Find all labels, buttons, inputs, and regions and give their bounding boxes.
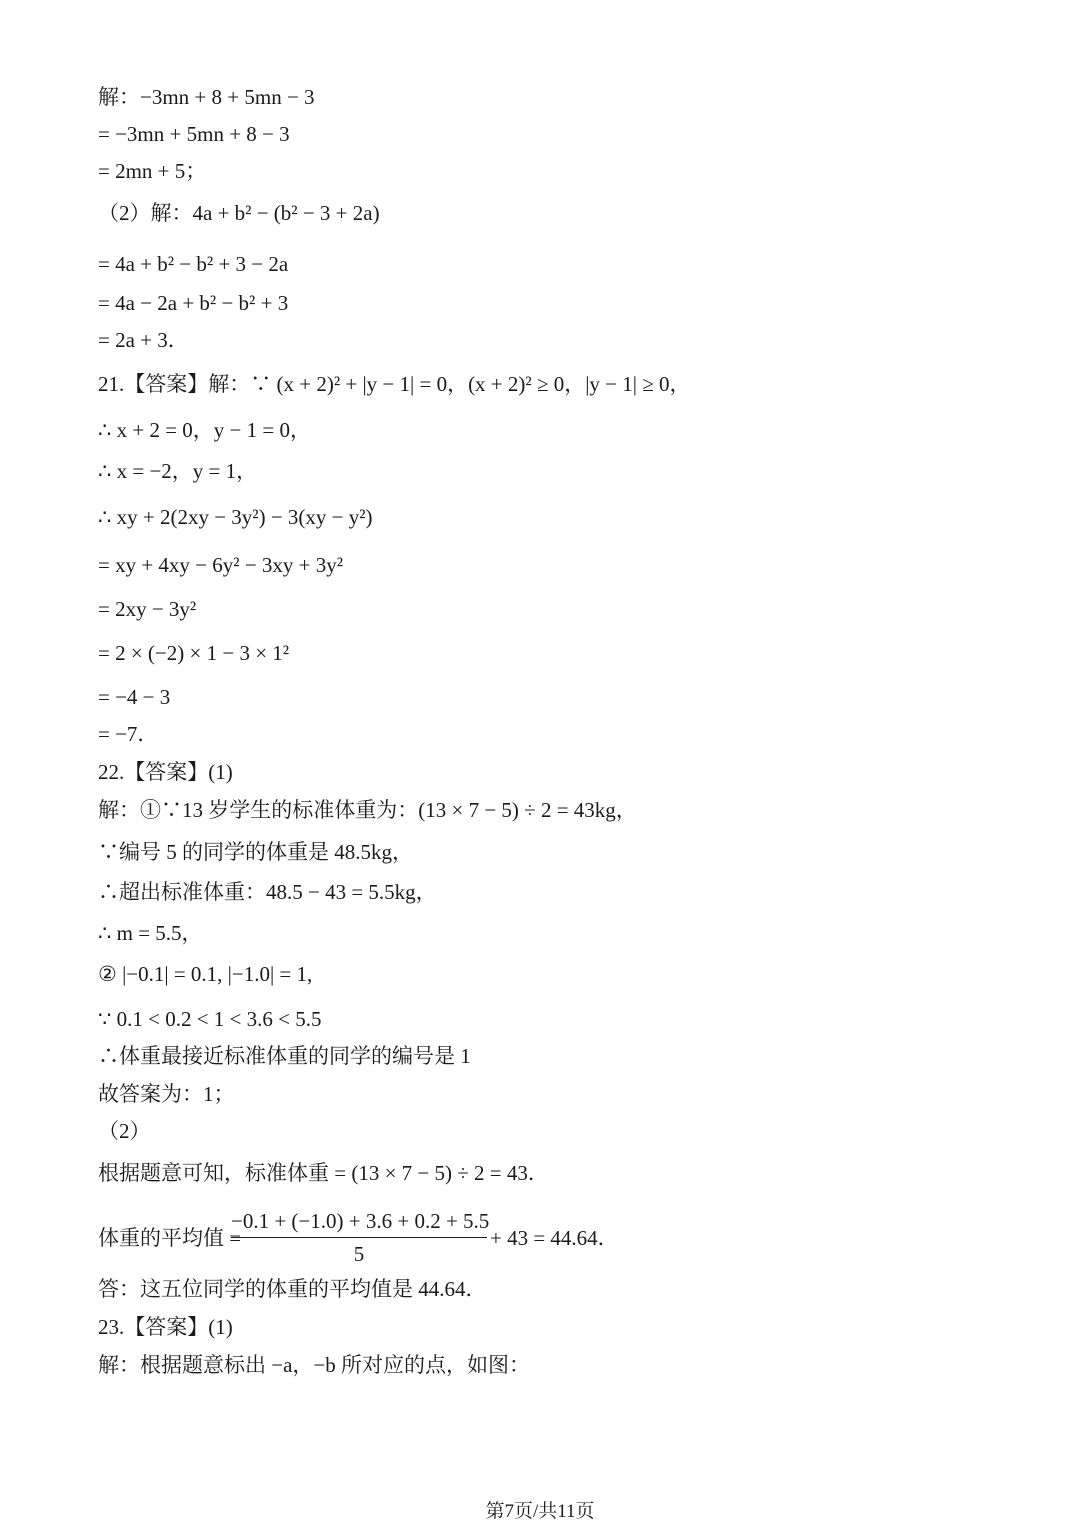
solution-line: = 4a + b² − b² + 3 − 2a — [98, 252, 289, 276]
solution-line: = −7． — [98, 722, 159, 746]
solution-line: （2）解：4a + b² − (b² − 3 + 2a) — [98, 201, 380, 225]
page-footer: 第7页/共11页 — [485, 1501, 595, 1522]
solution-line: 23.【答案】(1) — [98, 1315, 233, 1339]
solution-line: ∴ xy + 2(2xy − 3y²) − 3(xy − y²) — [98, 505, 373, 529]
solution-line: 答：这五位同学的体重的平均值是 44.64． — [98, 1277, 487, 1301]
average-result: + 43 = 44.64． — [490, 1226, 619, 1250]
solution-line: 22.【答案】(1) — [98, 760, 233, 784]
solution-line: ∵ 0.1 < 0.2 < 1 < 3.6 < 5.5 — [98, 1007, 322, 1031]
solution-line: ∴ m = 5.5， — [98, 921, 203, 945]
solution-line: 故答案为：1； — [98, 1082, 235, 1106]
fraction-bar — [231, 1237, 487, 1238]
solution-line: ∴超出标准体重：48.5 − 43 = 5.5kg， — [98, 880, 437, 904]
solution-line: 解：根据题意标出 −a，−b 所对应的点，如图： — [98, 1353, 531, 1377]
solution-line: = 2 × (−2) × 1 − 3 × 1² — [98, 641, 290, 665]
fraction — [231, 1208, 490, 1267]
solution-line: 21.【答案】解：∵ (x + 2)² + |y − 1| = 0，(x + 2)² ≥ 0，|y − 1| ≥ 0， — [98, 372, 691, 396]
solution-line: ∵编号 5 的同学的体重是 48.5kg， — [98, 840, 413, 864]
solution-line: ∴体重最接近标准体重的同学的编号是 1 — [98, 1044, 471, 1068]
solution-line: ∴ x = −2，y = 1， — [98, 459, 258, 483]
solution-line: = 4a − 2a + b² − b² + 3 — [98, 291, 289, 315]
solution-line: = 2mn + 5； — [98, 159, 207, 183]
solution-line: ∴ x + 2 = 0，y − 1 = 0， — [98, 418, 311, 442]
solution-line: 解：①∵13 岁学生的标准体重为：(13 × 7 − 5) ÷ 2 = 43kg， — [98, 798, 637, 822]
solution-line: = −3mn + 5mn + 8 − 3 — [98, 122, 290, 146]
solution-line: = xy + 4xy − 6y² − 3xy + 3y² — [98, 553, 344, 577]
solution-line: = 2a + 3． — [98, 328, 189, 352]
fraction-numerator: −0.1 + (−1.0) + 3.6 + 0.2 + 5.5 — [231, 1209, 490, 1233]
solution-line: 解：−3mn + 8 + 5mn − 3 — [98, 85, 315, 109]
solution-line: = −4 − 3 — [98, 685, 171, 709]
solution-line: （2） — [98, 1119, 151, 1143]
fraction-denominator: 5 — [353, 1242, 365, 1266]
solution-line: ② |−0.1| = 0.1, |−1.0| = 1, — [98, 962, 313, 986]
solution-line: 根据题意可知，标准体重 = (13 × 7 − 5) ÷ 2 = 43． — [98, 1161, 549, 1185]
average-label: 体重的平均值 = — [98, 1226, 242, 1250]
solution-line: = 2xy − 3y² — [98, 597, 197, 621]
